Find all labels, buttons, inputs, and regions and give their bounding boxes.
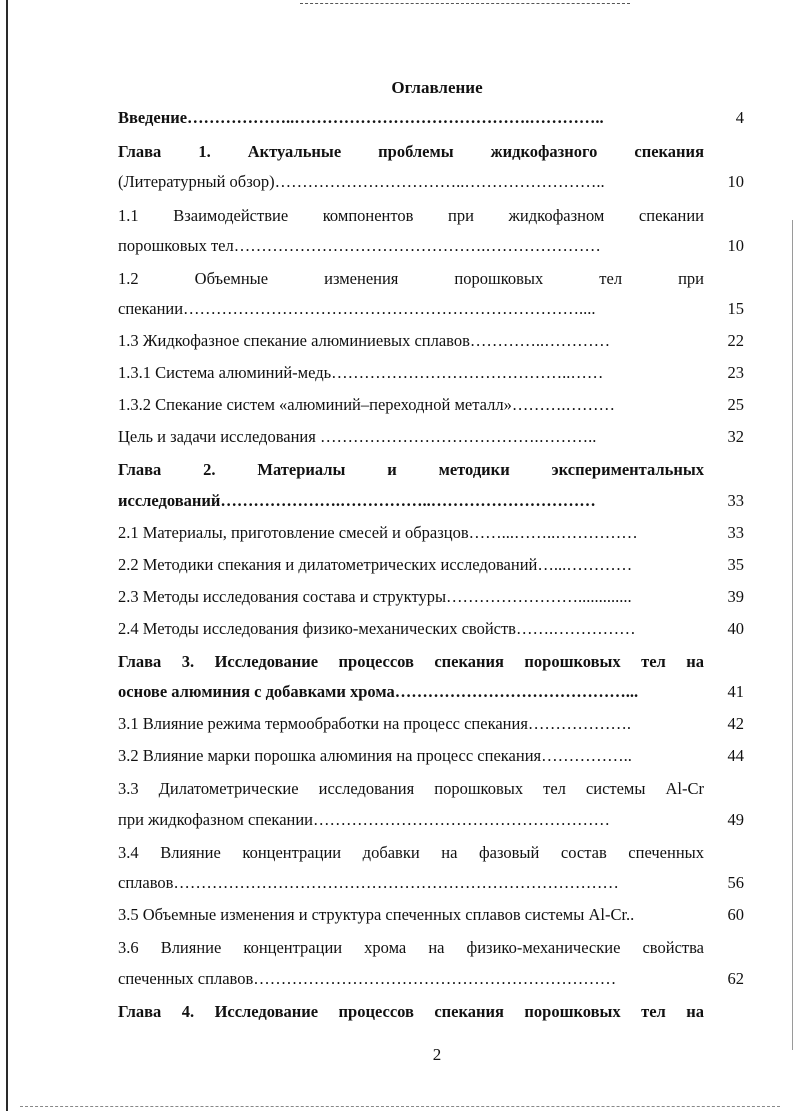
toc-entry-3-2 bbox=[118, 744, 744, 768]
toc-chapter-1-heading: Глава 1. Актуальные проблемы жидкофазного спекания bbox=[118, 142, 704, 161]
toc-entry-chapter-3 bbox=[118, 680, 744, 704]
toc-label: 1.3.2 Спекание систем «алюминий–переходной металл»……….……… bbox=[118, 395, 615, 414]
toc-label: при жидкофазном спекании……………………………………………… bbox=[118, 810, 611, 829]
toc-entry-2-4 bbox=[118, 617, 744, 641]
toc-label: спеченных сплавов………………………………………………………… bbox=[118, 969, 617, 988]
toc-page: 40 bbox=[727, 619, 744, 638]
toc-label: 2.3 Методы исследования состава и структуры……………………............. bbox=[118, 587, 632, 606]
toc-entry-3-1 bbox=[118, 712, 744, 736]
toc-label: 2.1 Материалы, приготовление смесей и образцов……...……..…………… bbox=[118, 523, 638, 542]
toc-page: 4 bbox=[735, 108, 744, 127]
toc-entry-3-4 bbox=[118, 871, 744, 895]
toc-entry-1-1 bbox=[118, 234, 744, 258]
toc-label: 1.3 Жидкофазное спекание алюминиевых сплавов…………..………… bbox=[118, 331, 611, 350]
toc-label: основе алюминия с добавками хрома……………………………………... bbox=[118, 682, 639, 701]
toc-section-1-2-heading: 1.2 Объемные изменения порошковых тел при bbox=[118, 269, 704, 288]
toc-page: 15 bbox=[727, 299, 744, 318]
toc-label: 3.5 Объемные изменения и структура спеченных сплавов системы Al-Cr.. bbox=[118, 905, 635, 924]
toc-label: Цель и задачи исследования ………………………………….……….. bbox=[118, 427, 597, 446]
scan-border-left bbox=[6, 0, 8, 1111]
page-title: Оглавление bbox=[391, 78, 483, 97]
toc-entry-2-3 bbox=[118, 585, 744, 609]
toc-page: 33 bbox=[727, 491, 744, 510]
toc-page: 39 bbox=[727, 587, 744, 606]
toc-entry-goals bbox=[118, 425, 744, 449]
toc-label: 1.3.1 Система алюминий-медь……………………………………..…… bbox=[118, 363, 604, 382]
toc-entry-3-6 bbox=[118, 967, 744, 991]
toc-page: 49 bbox=[727, 810, 744, 829]
toc-entry-chapter-1 bbox=[118, 170, 744, 194]
toc-section-3-4-heading: 3.4 Влияние концентрации добавки на фазовый состав спеченных bbox=[118, 843, 704, 862]
toc-section-3-6-heading: 3.6 Влияние концентрации хрома на физико-механические свойства bbox=[118, 938, 704, 957]
toc-page: 62 bbox=[727, 969, 744, 988]
scan-border-right bbox=[792, 220, 793, 1050]
toc-page: 23 bbox=[727, 363, 744, 382]
toc-page: 35 bbox=[727, 555, 744, 574]
toc-chapter-3-heading: Глава 3. Исследование процессов спекания порошковых тел на bbox=[118, 652, 704, 671]
toc-label: 2.2 Методики спекания и дилатометрических исследований…...………… bbox=[118, 555, 633, 574]
toc-page: 32 bbox=[727, 427, 744, 446]
toc-page: 22 bbox=[727, 331, 744, 350]
toc-page: 25 bbox=[727, 395, 744, 414]
toc-section-3-3-heading: 3.3 Дилатометрические исследования порошковых тел системы Al-Cr bbox=[118, 779, 704, 798]
toc-entry-1-3-2 bbox=[118, 393, 744, 417]
page-number: 2 bbox=[432, 1045, 442, 1064]
toc-page: 10 bbox=[727, 236, 744, 255]
toc-label: порошковых тел……………………………………….………………… bbox=[118, 236, 601, 255]
toc-label: 3.1 Влияние режима термообработки на процесс спекания………………. bbox=[118, 714, 632, 733]
toc-entry-1-2 bbox=[118, 297, 744, 321]
toc-entry-introduction bbox=[118, 106, 744, 130]
toc-label: (Литературный обзор)……………………………..…………………….. bbox=[118, 172, 605, 191]
toc-label: спекании……………………………………………………………….... bbox=[118, 299, 596, 318]
toc-section-1-1-heading: 1.1 Взаимодействие компонентов при жидкофазном спекании bbox=[118, 206, 704, 225]
toc-page: 60 bbox=[727, 905, 744, 924]
toc-label: сплавов……………………………………………………………………… bbox=[118, 873, 619, 892]
toc-chapter-4-heading: Глава 4. Исследование процессов спекания порошковых тел на bbox=[118, 1002, 704, 1021]
scan-dashed-line-bottom bbox=[20, 1106, 780, 1107]
toc-entry-2-1 bbox=[118, 521, 744, 545]
toc-page: 10 bbox=[727, 172, 744, 191]
toc-entry-1-3-1 bbox=[118, 361, 744, 385]
toc-entry-3-3 bbox=[118, 808, 744, 832]
toc-page: 41 bbox=[727, 682, 744, 701]
toc-page: 44 bbox=[727, 746, 744, 765]
toc-label: исследований………………….……………..………………………… bbox=[118, 491, 596, 510]
toc-page: 56 bbox=[727, 873, 744, 892]
toc-entry-chapter-2 bbox=[118, 489, 744, 513]
toc-page: 42 bbox=[727, 714, 744, 733]
toc-page: 33 bbox=[727, 523, 744, 542]
toc-label: 2.4 Методы исследования физико-механических свойств…….…………… bbox=[118, 619, 636, 638]
toc-entry-2-2 bbox=[118, 553, 744, 577]
toc-label: 3.2 Влияние марки порошка алюминия на процесс спекания…………….. bbox=[118, 746, 632, 765]
toc-label: Введение………………..…………………………………….………….. bbox=[118, 108, 604, 127]
scan-dashed-line-top bbox=[300, 3, 630, 4]
toc-entry-3-5 bbox=[118, 903, 744, 927]
toc-chapter-2-heading: Глава 2. Материалы и методики экспериментальных bbox=[118, 460, 704, 479]
toc-entry-1-3 bbox=[118, 329, 744, 353]
